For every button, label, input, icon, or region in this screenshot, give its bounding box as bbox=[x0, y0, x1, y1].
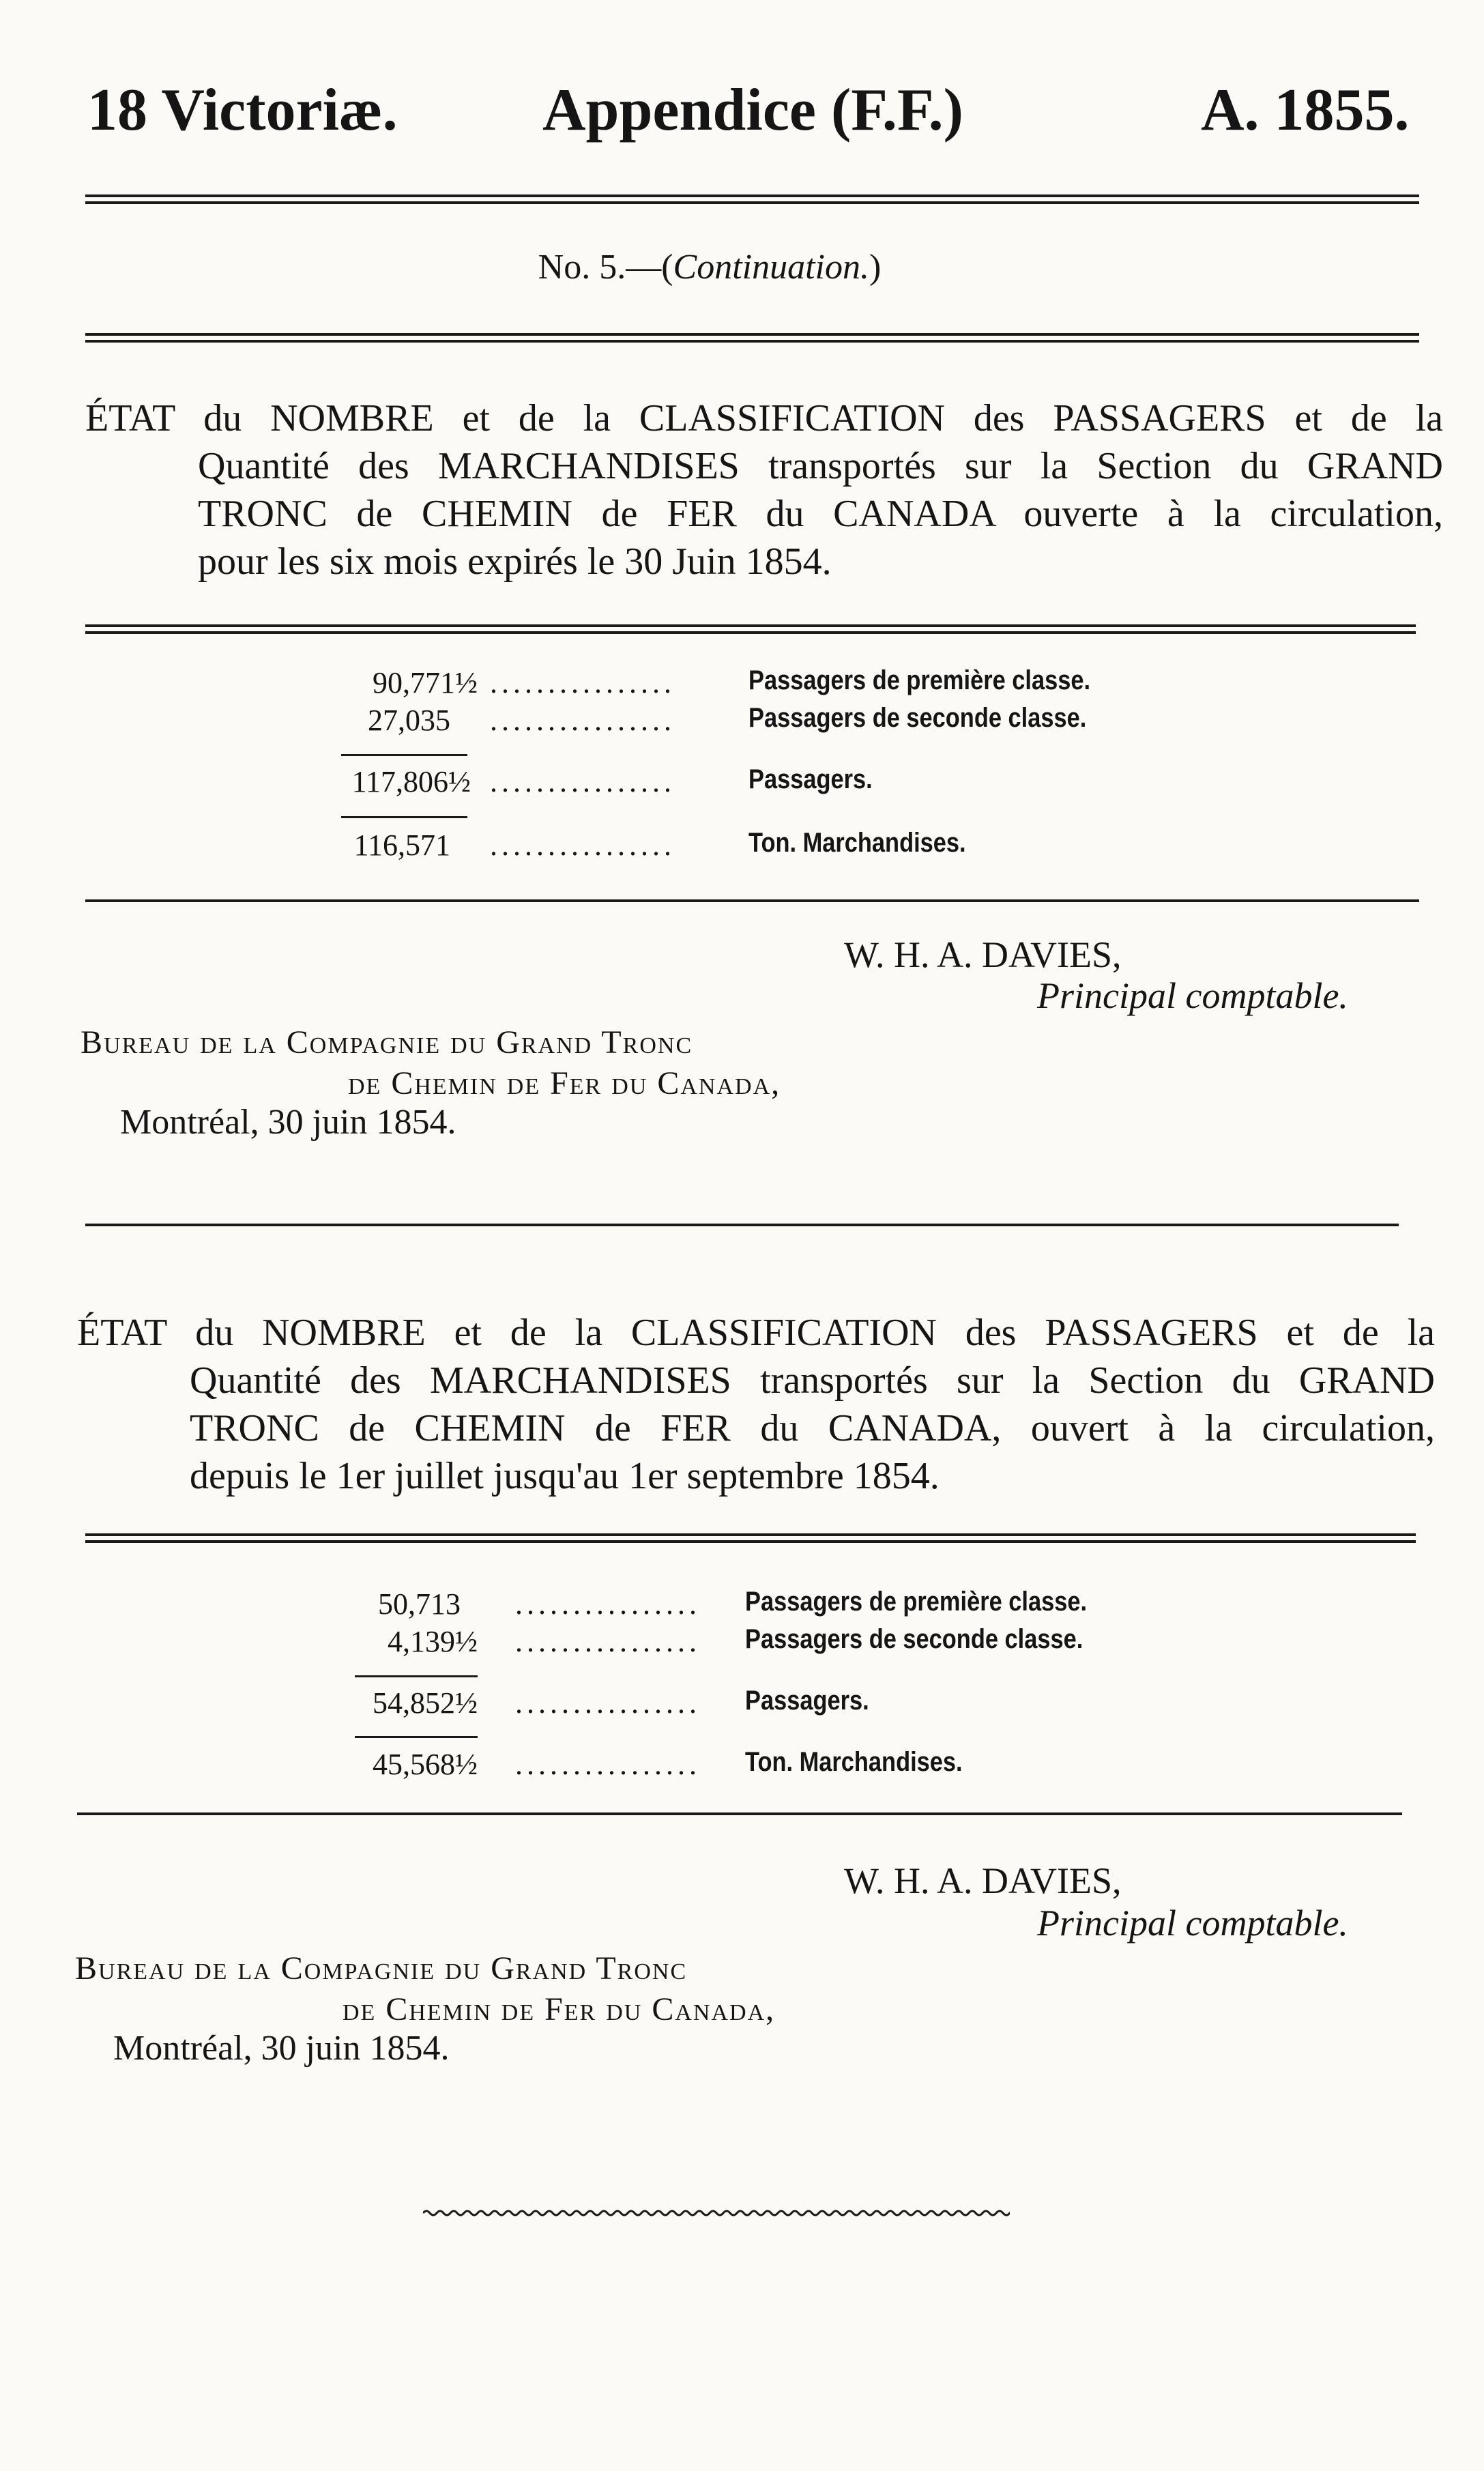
row-label: Passagers de seconde classe. bbox=[745, 1624, 1083, 1654]
section-2-title-line: TRONC de CHEMIN de FER du CANADA, ouvert à la circulation, bbox=[190, 1407, 1435, 1449]
sum-rule bbox=[341, 754, 467, 756]
row-label: Ton. Marchandises. bbox=[745, 1747, 963, 1777]
row-value: 27,035 bbox=[368, 704, 450, 737]
row-value: 4,139½ bbox=[388, 1625, 478, 1658]
row-value: 54,852½ bbox=[373, 1686, 478, 1720]
section-2-title-line: ÉTAT du NOMBRE et de la CLASSIFICATION des PASSAGERS et de la bbox=[77, 1312, 1435, 1354]
header-double-rule bbox=[85, 194, 1419, 204]
wavy-line bbox=[423, 2211, 1010, 2215]
header-appendix: Appendice (F.F.) bbox=[542, 77, 963, 143]
section-1-title-line: Quantité des MARCHANDISES transportés sur la Section du GRAND bbox=[198, 445, 1443, 487]
row-leader-dots: ................ bbox=[490, 666, 675, 699]
sum-rule bbox=[355, 1736, 478, 1738]
subtitle-suffix: ) bbox=[869, 248, 882, 287]
row-leader-dots: ................ bbox=[490, 828, 675, 862]
subtitle-double-rule bbox=[85, 333, 1419, 343]
section-divider-rule bbox=[85, 1224, 1399, 1226]
section-2-double-rule bbox=[85, 1533, 1416, 1543]
office-line-2: de Chemin de Fer du Canada, bbox=[348, 1065, 781, 1101]
row-label: Passagers de première classe. bbox=[745, 1587, 1088, 1617]
row-label: Passagers. bbox=[745, 1686, 869, 1716]
row-value: 50,713 bbox=[378, 1587, 461, 1621]
signature-role: Principal comptable. bbox=[1037, 975, 1348, 1016]
header-year: A. 1855. bbox=[1201, 77, 1410, 143]
row-value: 117,806½ bbox=[351, 765, 471, 798]
row-leader-dots: ................ bbox=[515, 1625, 701, 1658]
section-1-bottom-rule bbox=[85, 899, 1419, 902]
closing-wavy-rule bbox=[423, 2206, 1010, 2220]
section-2-bottom-rule bbox=[77, 1812, 1402, 1815]
section-2-title bbox=[77, 1309, 1435, 1500]
signature-role: Principal comptable. bbox=[1037, 1903, 1348, 1943]
header-session: 18 Victoriæ. bbox=[87, 77, 398, 143]
row-label: Ton. Marchandises. bbox=[748, 828, 966, 858]
row-label: Passagers. bbox=[748, 764, 873, 794]
office-line-2: de Chemin de Fer du Canada, bbox=[343, 1991, 776, 2027]
section-1-title bbox=[85, 394, 1443, 586]
row-leader-dots: ................ bbox=[490, 704, 675, 737]
section-2-title-line: depuis le 1er juillet jusqu'au 1er septembre 1854. bbox=[190, 1455, 940, 1497]
office-place-date: Montréal, 30 juin 1854. bbox=[113, 2029, 450, 2068]
row-leader-dots: ................ bbox=[515, 1748, 701, 1781]
row-value: 45,568½ bbox=[373, 1748, 478, 1781]
office-place-date: Montréal, 30 juin 1854. bbox=[120, 1103, 456, 1142]
row-label: Passagers de première classe. bbox=[748, 665, 1091, 695]
row-leader-dots: ................ bbox=[490, 765, 675, 798]
row-label: Passagers de seconde classe. bbox=[748, 703, 1087, 733]
section-1-double-rule bbox=[85, 624, 1416, 634]
section-1-title-line: pour les six mois expirés le 30 Juin 1854. bbox=[198, 540, 832, 583]
signature-name: W. H. A. DAVIES, bbox=[844, 934, 1122, 975]
row-leader-dots: ................ bbox=[515, 1587, 701, 1621]
subtitle bbox=[0, 247, 1419, 287]
subtitle-italic: Continuation. bbox=[673, 248, 870, 287]
row-leader-dots: ................ bbox=[515, 1686, 701, 1720]
subtitle-prefix: No. 5.—( bbox=[538, 248, 673, 287]
signature-name: W. H. A. DAVIES, bbox=[844, 1860, 1122, 1901]
sum-rule bbox=[355, 1675, 478, 1677]
row-value: 116,571 bbox=[353, 828, 450, 862]
office-line-1: Bureau de la Compagnie du Grand Tronc bbox=[75, 1950, 688, 1986]
section-1-title-line: ÉTAT du NOMBRE et de la CLASSIFICATION des PASSAGERS et de la bbox=[85, 397, 1443, 439]
section-2-title-line: Quantité des MARCHANDISES transportés sur la Section du GRAND bbox=[190, 1359, 1435, 1402]
section-1-title-line: TRONC de CHEMIN de FER du CANADA ouverte à la circulation, bbox=[198, 493, 1443, 535]
sum-rule bbox=[341, 816, 467, 818]
office-line-1: Bureau de la Compagnie du Grand Tronc bbox=[81, 1024, 693, 1060]
row-value: 90,771½ bbox=[373, 666, 478, 699]
